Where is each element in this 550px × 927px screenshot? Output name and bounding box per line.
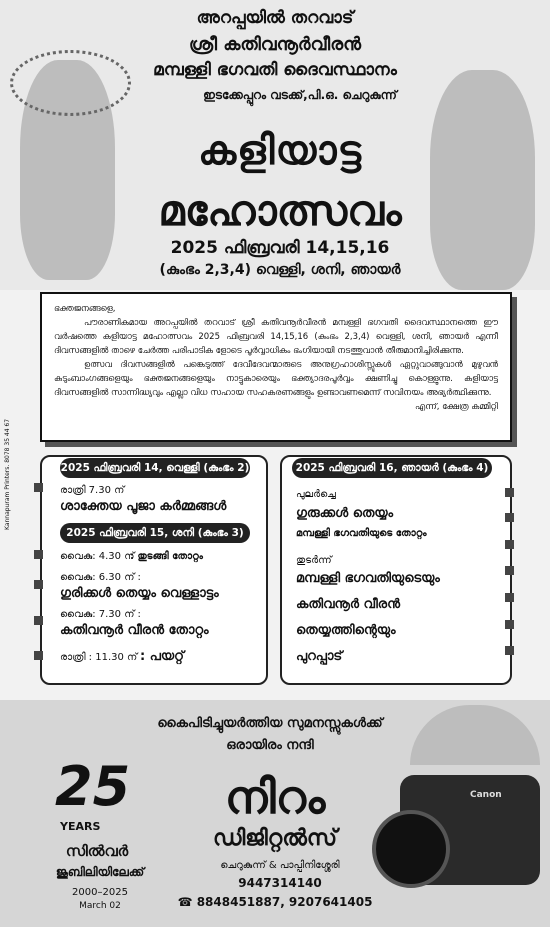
studio-phone-2 [165,895,385,909]
years-number: 25 [55,755,131,818]
anniversary-date: March 02 [79,901,121,911]
day3-event-1: ഗുരുക്കൾ തെയ്യം [296,506,394,521]
signature: എന്ന്, ക്ഷേത്ര കമ്മിറ്റി [415,402,498,413]
address: ഇടക്കേപ്പുറം വടക്ക്,പി.ഒ. ചെറുകുന്ന് [203,88,397,102]
day2-time-1: വൈകു: 4.30 ന് [60,551,135,562]
thanks-line-1: കൈപിടിച്ചുയർത്തിയ സുമനസ്സുകൾക്ക് [157,716,383,731]
day2-event-4: : പയറ്റ് [140,649,184,664]
years-label: YEARS [60,820,101,833]
greeting: ഭക്തജനങ്ങളെ, [54,304,116,314]
bullet [34,616,43,625]
bullet [34,651,43,660]
bullet [34,550,43,559]
message-para-1: പൗരാണികമായ അറപ്പയിൽ തറവാട് ശ്രീ കതിവനൂർവീരൻ മമ്പള്ളി ഭഗവതി ദൈവസ്ഥാനത്തെ ഈ വർഷത്തെ കളിയാട്ട മഹോത്സവം 2025 ഫിബ്രവരി 14,15,16 (കുംഭം 2,3,4) വെള്ളി, ശനി, ഞായർ എന്നീ ദിവസങ്ങളിൽ താഴെ ചേർത്ത പരിപാടിക ളോടെ പൂർവ്വാധികം ഭംഗിയായി നടത്തുവാൻ തീരുമാനിച്ചിരിക്കുന്നു. [54,318,498,357]
day1-event: ശാക്തേയ പൂജാ കർമ്മങ്ങൾ [60,499,227,514]
festival-days: (കുംഭം 2,3,4) വെള്ളി, ശനി, ഞായർ [159,262,401,278]
festival-title-1: കളിയാട്ട [198,128,362,174]
day2-time-2: വൈകു: 6.30 ന് : [60,572,141,583]
day1-heading: 2025 ഫിബ്രവരി 14, വെള്ളി (കുംഭം 2) [60,458,250,478]
day3-event-6: പുറപ്പാട് [296,649,343,664]
camera-brand-label: Canon [470,790,502,800]
whatsapp-icon: ☎ [177,895,193,909]
bullet [34,483,43,492]
invitation-message [40,292,512,442]
festival-title-2: മഹോത്സവം [158,186,402,235]
day3-event-3: മമ്പള്ളി ഭഗവതിയുടെയും [296,571,440,586]
printer-credit: Kannapuram Printers. 8078 35 44 67 [4,418,11,530]
day3-time-2: തുടർന്ന് [296,555,332,566]
bullet [34,580,43,589]
camera-lens [372,810,450,888]
theyyam-figure-right [430,70,535,290]
bullet [505,513,514,522]
day2-event-2: ഗുരിക്കൾ തെയ്യം വെള്ളാട്ടം [60,586,219,601]
bullet [505,593,514,602]
day3-event-5: തെയ്യത്തിന്റെയും [296,623,396,638]
bullet [505,540,514,549]
day2-event-1: : തുടങ്ങി തോറ്റം [130,551,203,562]
day3-event-4: കതിവനൂർ വീരൻ [296,597,400,612]
day2-time-4: രാത്രി : 11.30 ന് [60,652,138,663]
day1-time: രാത്രി 7.30 ന് [60,485,125,496]
bullet [505,566,514,575]
message-para-2: ഉത്സവ ദിവസങ്ങളിൽ പങ്കെടുത്ത് ദേവീദേവന്മാരുടെ അനുഗ്രഹാശിസ്സുകൾ ഏറ്റുവാങ്ങുവാൻ മുഴുവൻ കുടുംബാംഗങ്ങളെയും ഭക്തജനങ്ങളെയും നാട്ടുകാരെയും ഭക്ത്യാദരപൂർവ്വം ക്ഷണിച്ചു കൊള്ളുന്നു. കളിയാട്ട ദിവസങ്ങളിൽ സാന്നിദ്ധ്യവും എല്ലാ വിധ സഹായ സഹകരണങ്ങളും ഉണ്ടാവണമെന്ന് സവിനയം അഭ്യർത്ഥിക്കുന്നു. [54,360,498,399]
studio-brand: നിറം [224,770,326,824]
bullet [505,646,514,655]
bullet [505,620,514,629]
day3-event-2: മമ്പള്ളി ഭഗവതിയുടെ തോറ്റം [296,528,427,539]
studio-phone-1: 9447314140 [238,876,322,890]
family-name: അറപ്പയിൽ തറവാട് [196,8,354,28]
deity-name: ശ്രീ കതിവനൂർവീരൻ [189,34,361,55]
festival-dates: 2025 ഫിബ്രവരി 14,15,16 [170,238,390,258]
day2-heading: 2025 ഫിബ്രവരി 15, ശനി (കുംഭം 3) [60,523,250,543]
shrine-name: മമ്പള്ളി ഭഗവതി ദൈവസ്ഥാനം [153,60,397,80]
theyyam-headdress-left [10,50,131,116]
studio-location: ചെറുകുന്ന് & പാപ്പിനിശ്ശേരി [220,860,340,871]
day2-event-3: കതിവനൂർ വീരൻ തോറ്റം [60,623,209,638]
day2-time-3: വൈകു: 7.30 ന് : [60,609,141,620]
day3-heading: 2025 ഫിബ്രവരി 16, ഞായർ (കുംഭം 4) [292,458,492,478]
studio-brand-sub: ഡിജിറ്റൽസ് [212,826,338,851]
jubilee-label: ജൂബിലിയിലേക്ക് [55,865,145,879]
day3-time-1: പുലർച്ചെ [296,489,336,500]
bullet [505,488,514,497]
thanks-line-2: ഒരായിരം നന്ദി [226,738,314,753]
studio-phone-2-text: 8848451887, 9207641405 [196,895,373,909]
silver-label: സിൽവർ [65,842,129,860]
year-range: 2000–2025 [72,887,128,898]
